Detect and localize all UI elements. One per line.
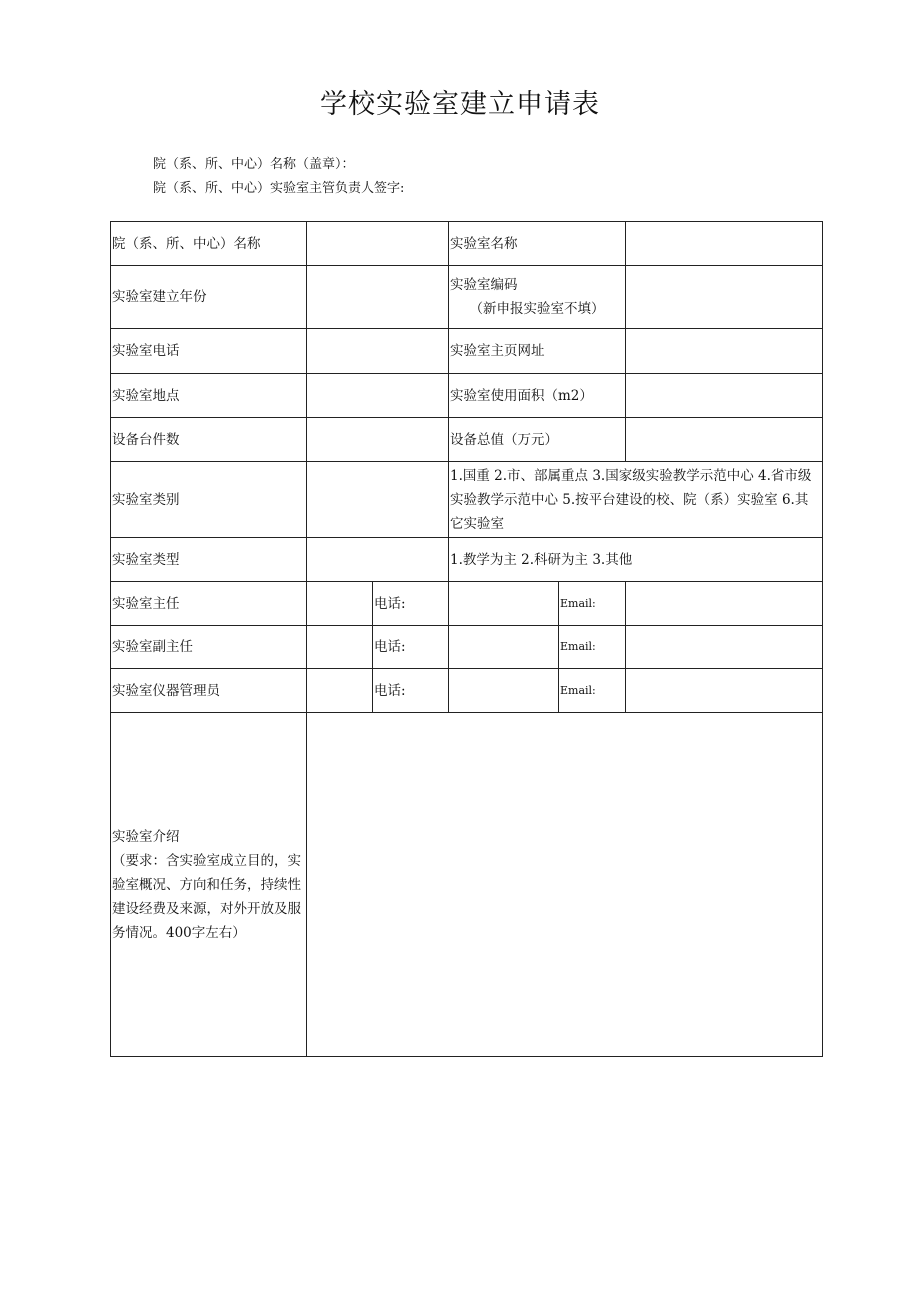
deputy-email-label: Email: [559,626,626,669]
deputy-name-field[interactable] [307,626,373,669]
category-field[interactable] [307,462,449,538]
homepage-field[interactable] [626,329,823,374]
row-intro [111,713,823,1057]
equip-count-field[interactable] [307,418,449,462]
equip-value-field[interactable] [626,418,823,462]
lab-code-note: （新申报实验室不填） [469,301,605,317]
admin-email-field[interactable] [626,669,823,713]
intro-requirement: （要求：含实验室成立目的，实验室概况、方向和任务，持续性建设经费及来源，对外开放及服务情况。400字左右） [112,852,301,941]
phone-label: 实验室电话 [111,329,307,374]
deputy-email-field[interactable] [626,626,823,669]
dept-name-field[interactable] [307,222,449,266]
deputy-phone-field[interactable] [449,626,559,669]
dept-name-label: 院（系、所、中心）名称 [111,222,307,266]
admin-phone-field[interactable] [449,669,559,713]
intro-label: 实验室介绍 [112,828,180,845]
deputy-label: 实验室副主任 [111,626,307,669]
lab-name-field[interactable] [626,222,823,266]
row-director [111,582,823,626]
area-field[interactable] [626,374,823,418]
director-label: 实验室主任 [111,582,307,626]
director-email-field[interactable] [626,582,823,626]
type-label: 实验室类型 [111,538,307,582]
application-form-table [110,221,823,1057]
location-label: 实验室地点 [111,374,307,418]
admin-email-label: Email: [559,669,626,713]
row-equipment [111,418,823,462]
lab-code-label-cell [449,266,626,329]
category-options: 1.国重 2.市、部属重点 3.国家级实验教学示范中心 4.省市级实验教学示范中心 5.按平台建设的校、院（系）实验室 6.其它实验室 [449,462,823,538]
director-phone-label: 电话: [373,582,449,626]
intro-label-cell [111,713,307,1057]
form-title: 学校实验室建立申请表 [320,89,600,120]
deputy-phone-label: 电话: [373,626,449,669]
lab-code-field[interactable] [626,266,823,329]
row-phone-homepage [111,329,823,374]
row-category [111,462,823,538]
dept-seal-line: 院（系、所、中心）名称（盖章）： [153,157,355,172]
year-label: 实验室建立年份 [111,266,307,329]
equip-value-label: 设备总值（万元） [449,418,626,462]
location-field[interactable] [307,374,449,418]
director-name-field[interactable] [307,582,373,626]
director-phone-field[interactable] [449,582,559,626]
lab-name-label: 实验室名称 [449,222,626,266]
lab-code-label: 实验室编码 [450,277,518,293]
supervisor-signature-line: 院（系、所、中心）实验室主管负责人签字: [153,181,405,196]
row-deputy [111,626,823,669]
type-options: 1.教学为主 2.科研为主 3.其他 [449,538,823,582]
admin-name-field[interactable] [307,669,373,713]
row-year-code [111,266,823,329]
category-label: 实验室类别 [111,462,307,538]
year-field[interactable] [307,266,449,329]
row-admin [111,669,823,713]
homepage-label: 实验室主页网址 [449,329,626,374]
admin-label: 实验室仪器管理员 [111,669,307,713]
row-type [111,538,823,582]
row-location-area [111,374,823,418]
type-field[interactable] [307,538,449,582]
row-dept-lab-name [111,222,823,266]
admin-phone-label: 电话: [373,669,449,713]
equip-count-label: 设备台件数 [111,418,307,462]
phone-field[interactable] [307,329,449,374]
director-email-label: Email: [559,582,626,626]
area-label: 实验室使用面积（m2） [449,374,626,418]
intro-field[interactable] [307,713,823,1057]
